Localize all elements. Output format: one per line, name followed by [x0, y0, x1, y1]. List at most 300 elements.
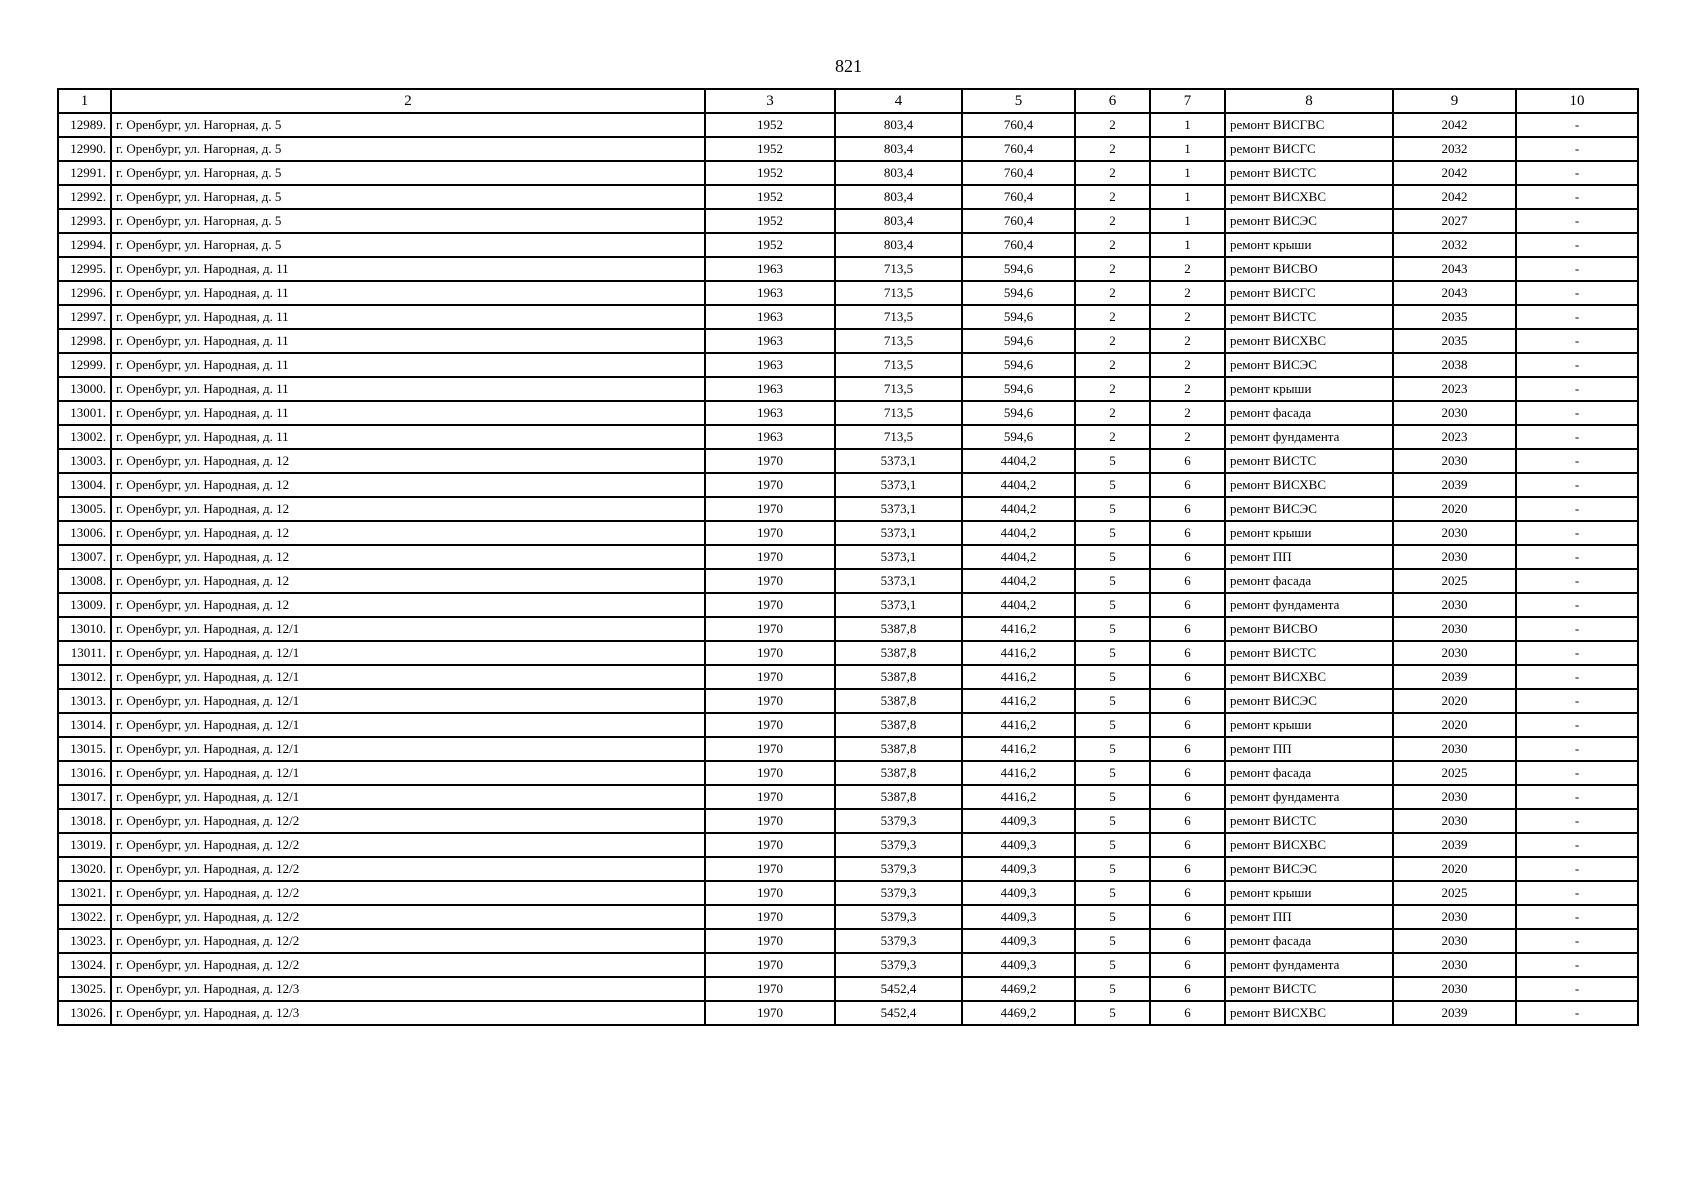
cell-entrances: 1: [1150, 185, 1225, 209]
cell-living-area: 4416,2: [962, 713, 1075, 737]
cell-total-area: 803,4: [835, 161, 962, 185]
cell-row-number: 13015.: [58, 737, 111, 761]
cell-address: г. Оренбург, ул. Народная, д. 11: [111, 305, 705, 329]
cell-build-year: 1970: [705, 617, 835, 641]
table-row: [58, 353, 1638, 377]
cell-planned-year: 2035: [1393, 329, 1516, 353]
cell-note: -: [1516, 305, 1638, 329]
cell-living-area: 4404,2: [962, 497, 1075, 521]
cell-entrances: 1: [1150, 161, 1225, 185]
cell-note: -: [1516, 401, 1638, 425]
cell-note: -: [1516, 233, 1638, 257]
cell-total-area: 5387,8: [835, 713, 962, 737]
cell-build-year: 1970: [705, 953, 835, 977]
cell-living-area: 594,6: [962, 401, 1075, 425]
cell-row-number: 12999.: [58, 353, 111, 377]
table-row: [58, 233, 1638, 257]
cell-build-year: 1970: [705, 521, 835, 545]
cell-entrances: 6: [1150, 689, 1225, 713]
cell-entrances: 6: [1150, 641, 1225, 665]
cell-entrances: 1: [1150, 209, 1225, 233]
cell-note: -: [1516, 641, 1638, 665]
cell-entrances: 6: [1150, 953, 1225, 977]
cell-row-number: 13005.: [58, 497, 111, 521]
cell-note: -: [1516, 377, 1638, 401]
cell-work-type: ремонт крыши: [1225, 233, 1393, 257]
cell-work-type: ремонт ВИСВО: [1225, 617, 1393, 641]
table-row: [58, 641, 1638, 665]
cell-floors: 2: [1075, 137, 1150, 161]
table-row: [58, 953, 1638, 977]
cell-entrances: 6: [1150, 521, 1225, 545]
cell-total-area: 713,5: [835, 281, 962, 305]
cell-build-year: 1970: [705, 713, 835, 737]
cell-row-number: 13023.: [58, 929, 111, 953]
column-header: 9: [1393, 89, 1516, 113]
cell-planned-year: 2023: [1393, 377, 1516, 401]
cell-work-type: ремонт ВИСХВС: [1225, 329, 1393, 353]
cell-build-year: 1970: [705, 497, 835, 521]
cell-note: -: [1516, 953, 1638, 977]
cell-living-area: 4469,2: [962, 977, 1075, 1001]
cell-note: -: [1516, 257, 1638, 281]
cell-planned-year: 2038: [1393, 353, 1516, 377]
cell-address: г. Оренбург, ул. Народная, д. 12: [111, 449, 705, 473]
cell-note: -: [1516, 545, 1638, 569]
cell-row-number: 12996.: [58, 281, 111, 305]
cell-row-number: 13009.: [58, 593, 111, 617]
cell-row-number: 13019.: [58, 833, 111, 857]
cell-work-type: ремонт фасада: [1225, 569, 1393, 593]
cell-living-area: 4409,3: [962, 953, 1075, 977]
cell-note: -: [1516, 329, 1638, 353]
cell-floors: 2: [1075, 425, 1150, 449]
cell-row-number: 13007.: [58, 545, 111, 569]
table-row: [58, 329, 1638, 353]
cell-note: -: [1516, 665, 1638, 689]
cell-note: -: [1516, 617, 1638, 641]
cell-floors: 5: [1075, 761, 1150, 785]
cell-entrances: 6: [1150, 833, 1225, 857]
cell-row-number: 12993.: [58, 209, 111, 233]
cell-row-number: 12994.: [58, 233, 111, 257]
cell-note: -: [1516, 185, 1638, 209]
cell-work-type: ремонт фундамента: [1225, 953, 1393, 977]
cell-entrances: 6: [1150, 785, 1225, 809]
table-row: [58, 113, 1638, 137]
cell-work-type: ремонт ВИСГС: [1225, 137, 1393, 161]
cell-build-year: 1970: [705, 809, 835, 833]
cell-note: -: [1516, 449, 1638, 473]
cell-entrances: 6: [1150, 665, 1225, 689]
cell-planned-year: 2043: [1393, 257, 1516, 281]
cell-total-area: 5387,8: [835, 665, 962, 689]
cell-work-type: ремонт ВИСТС: [1225, 161, 1393, 185]
cell-build-year: 1963: [705, 353, 835, 377]
table-row: [58, 305, 1638, 329]
cell-row-number: 13024.: [58, 953, 111, 977]
cell-total-area: 5379,3: [835, 809, 962, 833]
cell-living-area: 760,4: [962, 185, 1075, 209]
cell-note: -: [1516, 161, 1638, 185]
cell-row-number: 13017.: [58, 785, 111, 809]
column-header: 1: [58, 89, 111, 113]
cell-build-year: 1970: [705, 641, 835, 665]
cell-floors: 5: [1075, 593, 1150, 617]
cell-floors: 2: [1075, 377, 1150, 401]
cell-row-number: 13022.: [58, 905, 111, 929]
cell-floors: 5: [1075, 857, 1150, 881]
cell-row-number: 13006.: [58, 521, 111, 545]
cell-build-year: 1952: [705, 233, 835, 257]
table-row: [58, 977, 1638, 1001]
cell-planned-year: 2032: [1393, 137, 1516, 161]
cell-planned-year: 2027: [1393, 209, 1516, 233]
cell-build-year: 1970: [705, 1001, 835, 1025]
cell-planned-year: 2030: [1393, 953, 1516, 977]
cell-floors: 5: [1075, 929, 1150, 953]
cell-address: г. Оренбург, ул. Народная, д. 11: [111, 377, 705, 401]
cell-living-area: 4409,3: [962, 857, 1075, 881]
cell-planned-year: 2030: [1393, 641, 1516, 665]
cell-total-area: 803,4: [835, 137, 962, 161]
table-row: [58, 161, 1638, 185]
table-row: [58, 689, 1638, 713]
cell-address: г. Оренбург, ул. Народная, д. 12/1: [111, 737, 705, 761]
cell-living-area: 594,6: [962, 377, 1075, 401]
table-row: [58, 545, 1638, 569]
cell-note: -: [1516, 761, 1638, 785]
cell-floors: 5: [1075, 569, 1150, 593]
cell-work-type: ремонт ПП: [1225, 905, 1393, 929]
cell-work-type: ремонт ВИСЭС: [1225, 689, 1393, 713]
table-row: [58, 713, 1638, 737]
table-row: [58, 905, 1638, 929]
cell-row-number: 13025.: [58, 977, 111, 1001]
cell-entrances: 6: [1150, 713, 1225, 737]
cell-work-type: ремонт ВИСТС: [1225, 449, 1393, 473]
table-row: [58, 665, 1638, 689]
cell-work-type: ремонт ВИСХВС: [1225, 833, 1393, 857]
column-header: 7: [1150, 89, 1225, 113]
cell-note: -: [1516, 113, 1638, 137]
cell-build-year: 1963: [705, 425, 835, 449]
cell-build-year: 1970: [705, 593, 835, 617]
cell-row-number: 13012.: [58, 665, 111, 689]
cell-entrances: 2: [1150, 377, 1225, 401]
cell-planned-year: 2030: [1393, 929, 1516, 953]
cell-row-number: 13021.: [58, 881, 111, 905]
cell-entrances: 6: [1150, 905, 1225, 929]
table-row: [58, 737, 1638, 761]
cell-address: г. Оренбург, ул. Народная, д. 12: [111, 473, 705, 497]
cell-living-area: 594,6: [962, 305, 1075, 329]
cell-total-area: 713,5: [835, 425, 962, 449]
cell-address: г. Оренбург, ул. Народная, д. 12/3: [111, 1001, 705, 1025]
cell-build-year: 1963: [705, 401, 835, 425]
cell-work-type: ремонт крыши: [1225, 377, 1393, 401]
cell-total-area: 5379,3: [835, 833, 962, 857]
cell-living-area: 4409,3: [962, 881, 1075, 905]
cell-address: г. Оренбург, ул. Народная, д. 12/2: [111, 881, 705, 905]
cell-row-number: 13026.: [58, 1001, 111, 1025]
cell-build-year: 1970: [705, 545, 835, 569]
cell-note: -: [1516, 689, 1638, 713]
cell-floors: 5: [1075, 641, 1150, 665]
cell-work-type: ремонт ВИСХВС: [1225, 185, 1393, 209]
cell-address: г. Оренбург, ул. Народная, д. 11: [111, 257, 705, 281]
cell-address: г. Оренбург, ул. Нагорная, д. 5: [111, 209, 705, 233]
cell-work-type: ремонт ПП: [1225, 545, 1393, 569]
cell-build-year: 1970: [705, 473, 835, 497]
cell-work-type: ремонт ВИСХВС: [1225, 473, 1393, 497]
cell-build-year: 1970: [705, 737, 835, 761]
column-header: 4: [835, 89, 962, 113]
cell-build-year: 1970: [705, 665, 835, 689]
cell-floors: 5: [1075, 1001, 1150, 1025]
cell-living-area: 760,4: [962, 137, 1075, 161]
cell-total-area: 5373,1: [835, 593, 962, 617]
cell-note: -: [1516, 833, 1638, 857]
cell-build-year: 1970: [705, 881, 835, 905]
cell-row-number: 13002.: [58, 425, 111, 449]
cell-total-area: 5373,1: [835, 569, 962, 593]
cell-entrances: 2: [1150, 305, 1225, 329]
cell-total-area: 713,5: [835, 401, 962, 425]
cell-row-number: 13001.: [58, 401, 111, 425]
cell-total-area: 803,4: [835, 185, 962, 209]
table-row: [58, 257, 1638, 281]
cell-address: г. Оренбург, ул. Народная, д. 12: [111, 545, 705, 569]
cell-address: г. Оренбург, ул. Народная, д. 12: [111, 569, 705, 593]
cell-living-area: 4416,2: [962, 665, 1075, 689]
cell-work-type: ремонт фундамента: [1225, 425, 1393, 449]
table-row: [58, 593, 1638, 617]
cell-address: г. Оренбург, ул. Нагорная, д. 5: [111, 113, 705, 137]
cell-note: -: [1516, 905, 1638, 929]
cell-address: г. Оренбург, ул. Народная, д. 12/1: [111, 761, 705, 785]
column-header: 5: [962, 89, 1075, 113]
cell-build-year: 1970: [705, 977, 835, 1001]
cell-work-type: ремонт крыши: [1225, 881, 1393, 905]
cell-entrances: 6: [1150, 881, 1225, 905]
cell-note: -: [1516, 857, 1638, 881]
cell-living-area: 4409,3: [962, 809, 1075, 833]
cell-work-type: ремонт крыши: [1225, 713, 1393, 737]
cell-note: -: [1516, 209, 1638, 233]
cell-address: г. Оренбург, ул. Народная, д. 11: [111, 329, 705, 353]
cell-living-area: 4404,2: [962, 545, 1075, 569]
cell-total-area: 803,4: [835, 209, 962, 233]
cell-floors: 2: [1075, 161, 1150, 185]
cell-planned-year: 2030: [1393, 785, 1516, 809]
cell-work-type: ремонт ВИСТС: [1225, 809, 1393, 833]
column-header: 8: [1225, 89, 1393, 113]
table-row: [58, 281, 1638, 305]
cell-planned-year: 2039: [1393, 665, 1516, 689]
cell-row-number: 12992.: [58, 185, 111, 209]
cell-address: г. Оренбург, ул. Народная, д. 12/2: [111, 809, 705, 833]
cell-living-area: 594,6: [962, 281, 1075, 305]
cell-planned-year: 2039: [1393, 833, 1516, 857]
registry-table: [57, 88, 1639, 1026]
cell-note: -: [1516, 425, 1638, 449]
cell-total-area: 5452,4: [835, 977, 962, 1001]
cell-floors: 2: [1075, 233, 1150, 257]
cell-living-area: 760,4: [962, 209, 1075, 233]
cell-living-area: 760,4: [962, 161, 1075, 185]
cell-total-area: 5387,8: [835, 617, 962, 641]
cell-address: г. Оренбург, ул. Нагорная, д. 5: [111, 185, 705, 209]
cell-note: -: [1516, 929, 1638, 953]
cell-note: -: [1516, 353, 1638, 377]
cell-note: -: [1516, 593, 1638, 617]
cell-entrances: 2: [1150, 425, 1225, 449]
cell-entrances: 6: [1150, 809, 1225, 833]
cell-entrances: 6: [1150, 857, 1225, 881]
cell-entrances: 6: [1150, 497, 1225, 521]
cell-work-type: ремонт ВИСТС: [1225, 641, 1393, 665]
cell-total-area: 5373,1: [835, 473, 962, 497]
cell-living-area: 760,4: [962, 113, 1075, 137]
cell-entrances: 2: [1150, 353, 1225, 377]
cell-living-area: 4404,2: [962, 449, 1075, 473]
cell-planned-year: 2030: [1393, 545, 1516, 569]
cell-total-area: 803,4: [835, 233, 962, 257]
cell-living-area: 594,6: [962, 353, 1075, 377]
cell-work-type: ремонт ПП: [1225, 737, 1393, 761]
cell-row-number: 13013.: [58, 689, 111, 713]
cell-total-area: 5387,8: [835, 641, 962, 665]
table-body: [58, 113, 1638, 1025]
cell-address: г. Оренбург, ул. Народная, д. 12/1: [111, 641, 705, 665]
column-header: 2: [111, 89, 705, 113]
table-row: [58, 137, 1638, 161]
cell-build-year: 1970: [705, 785, 835, 809]
cell-work-type: ремонт ВИСЭС: [1225, 497, 1393, 521]
table-row: [58, 881, 1638, 905]
cell-total-area: 5379,3: [835, 905, 962, 929]
cell-floors: 5: [1075, 689, 1150, 713]
cell-floors: 2: [1075, 329, 1150, 353]
cell-note: -: [1516, 569, 1638, 593]
cell-row-number: 13018.: [58, 809, 111, 833]
cell-floors: 2: [1075, 209, 1150, 233]
cell-address: г. Оренбург, ул. Народная, д. 12: [111, 593, 705, 617]
cell-floors: 2: [1075, 401, 1150, 425]
table-row: [58, 521, 1638, 545]
cell-planned-year: 2020: [1393, 713, 1516, 737]
cell-build-year: 1952: [705, 209, 835, 233]
cell-row-number: 13000.: [58, 377, 111, 401]
cell-living-area: 760,4: [962, 233, 1075, 257]
cell-floors: 5: [1075, 833, 1150, 857]
page-number: 821: [835, 56, 862, 76]
cell-address: г. Оренбург, ул. Народная, д. 12/2: [111, 857, 705, 881]
cell-total-area: 5452,4: [835, 1001, 962, 1025]
cell-floors: 2: [1075, 185, 1150, 209]
cell-note: -: [1516, 977, 1638, 1001]
cell-floors: 2: [1075, 257, 1150, 281]
cell-living-area: 4416,2: [962, 617, 1075, 641]
cell-work-type: ремонт ВИСХВС: [1225, 1001, 1393, 1025]
cell-row-number: 12997.: [58, 305, 111, 329]
table-row: [58, 569, 1638, 593]
table-row: [58, 473, 1638, 497]
cell-address: г. Оренбург, ул. Народная, д. 12: [111, 497, 705, 521]
cell-work-type: ремонт фундамента: [1225, 785, 1393, 809]
cell-work-type: ремонт ВИСЭС: [1225, 857, 1393, 881]
table-row: [58, 209, 1638, 233]
cell-row-number: 13010.: [58, 617, 111, 641]
cell-planned-year: 2025: [1393, 569, 1516, 593]
cell-living-area: 4404,2: [962, 593, 1075, 617]
cell-row-number: 13014.: [58, 713, 111, 737]
cell-floors: 5: [1075, 545, 1150, 569]
cell-build-year: 1970: [705, 449, 835, 473]
cell-floors: 2: [1075, 305, 1150, 329]
cell-floors: 5: [1075, 953, 1150, 977]
column-header: 10: [1516, 89, 1638, 113]
cell-total-area: 5379,3: [835, 857, 962, 881]
cell-note: -: [1516, 281, 1638, 305]
table-row: [58, 449, 1638, 473]
cell-total-area: 5373,1: [835, 449, 962, 473]
cell-entrances: 6: [1150, 473, 1225, 497]
cell-total-area: 803,4: [835, 113, 962, 137]
table-row: [58, 401, 1638, 425]
cell-address: г. Оренбург, ул. Народная, д. 12/1: [111, 689, 705, 713]
cell-note: -: [1516, 497, 1638, 521]
cell-floors: 5: [1075, 521, 1150, 545]
cell-build-year: 1970: [705, 929, 835, 953]
cell-row-number: 13003.: [58, 449, 111, 473]
cell-address: г. Оренбург, ул. Народная, д. 12/2: [111, 953, 705, 977]
cell-address: г. Оренбург, ул. Народная, д. 12/2: [111, 833, 705, 857]
cell-address: г. Оренбург, ул. Народная, д. 12/1: [111, 785, 705, 809]
cell-planned-year: 2042: [1393, 185, 1516, 209]
cell-floors: 5: [1075, 617, 1150, 641]
cell-planned-year: 2030: [1393, 617, 1516, 641]
cell-total-area: 5373,1: [835, 497, 962, 521]
cell-work-type: ремонт фундамента: [1225, 593, 1393, 617]
table-row: [58, 185, 1638, 209]
cell-living-area: 4469,2: [962, 1001, 1075, 1025]
cell-build-year: 1963: [705, 377, 835, 401]
cell-planned-year: 2030: [1393, 737, 1516, 761]
cell-address: г. Оренбург, ул. Народная, д. 12/3: [111, 977, 705, 1001]
cell-build-year: 1970: [705, 689, 835, 713]
cell-floors: 5: [1075, 713, 1150, 737]
cell-address: г. Оренбург, ул. Нагорная, д. 5: [111, 161, 705, 185]
cell-build-year: 1963: [705, 305, 835, 329]
cell-floors: 5: [1075, 449, 1150, 473]
cell-build-year: 1963: [705, 281, 835, 305]
table-row: [58, 761, 1638, 785]
cell-work-type: ремонт крыши: [1225, 521, 1393, 545]
cell-work-type: ремонт фасада: [1225, 401, 1393, 425]
cell-floors: 2: [1075, 281, 1150, 305]
cell-planned-year: 2030: [1393, 809, 1516, 833]
cell-entrances: 6: [1150, 617, 1225, 641]
cell-total-area: 5373,1: [835, 545, 962, 569]
cell-build-year: 1963: [705, 329, 835, 353]
column-header: 6: [1075, 89, 1150, 113]
cell-floors: 5: [1075, 809, 1150, 833]
table-row: [58, 785, 1638, 809]
cell-entrances: 6: [1150, 569, 1225, 593]
table-row: [58, 1001, 1638, 1025]
